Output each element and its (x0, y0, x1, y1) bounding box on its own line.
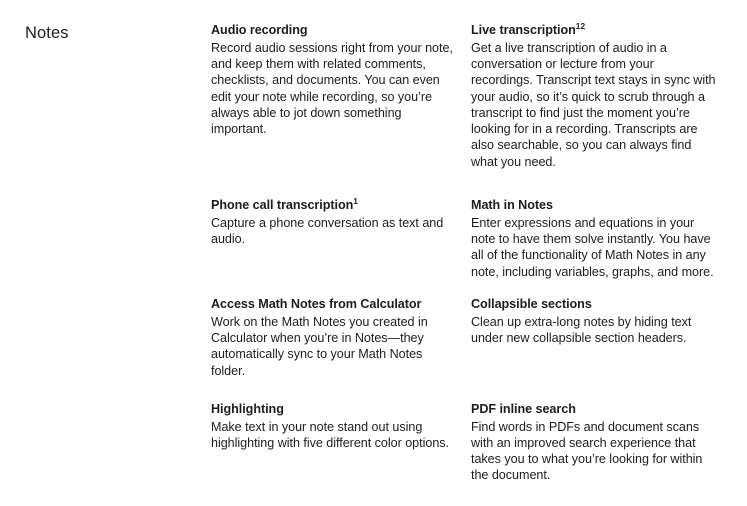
feature-description: Get a live transcription of audio in a conversation or lecture from your recordings. Transcript text stays in sync with your audio, so it’s quick to scrub through a transcript to find just the moment you’re looking for in a recording. Transcripts are also searchable, so you can always find what you need. (471, 41, 716, 169)
feature-grid (211, 22, 723, 484)
row-spacer (211, 379, 718, 401)
feature-title-text: Phone call transcription (211, 197, 354, 212)
feature-title (211, 22, 458, 39)
feature-title-text: Live transcription (471, 23, 576, 37)
feature-title-text: Collapsible sections (471, 296, 592, 311)
feature-title-superscript: 12 (575, 20, 586, 31)
feature-title (471, 22, 718, 39)
feature-title (211, 296, 458, 313)
feature-item (471, 296, 718, 379)
feature-title (471, 296, 718, 313)
page-title: Notes (25, 24, 69, 42)
feature-item (471, 197, 718, 280)
feature-title (211, 401, 458, 418)
feature-title (211, 197, 458, 214)
row-spacer (211, 280, 718, 296)
feature-item (211, 401, 458, 484)
feature-title-text: Audio recording (211, 23, 308, 37)
feature-title (471, 401, 718, 418)
feature-description: Find words in PDFs and document scans with an improved search experience that takes you to what you’re looking for within the document. (471, 419, 703, 483)
feature-description: Enter expressions and equations in your note to have them solve instantly. You have all of the functionality of Math Notes in any note, including variables, graphs, and more. (471, 215, 714, 279)
feature-item (211, 22, 458, 170)
feature-description: Work on the Math Notes you created in Calculator when you’re in Notes—they automatically sync to your Math Notes folder. (211, 314, 428, 378)
feature-item (211, 296, 458, 379)
feature-item (471, 401, 718, 484)
feature-title-text: Highlighting (211, 401, 284, 416)
feature-description: Record audio sessions right from your note, and keep them with related comments, checklists, and documents. You can even edit your note while recording, so you’re always able to jot down something important. (211, 41, 453, 137)
feature-description: Clean up extra-long notes by hiding text under new collapsible section headers. (471, 314, 692, 346)
feature-title (471, 197, 718, 214)
feature-item (471, 22, 718, 170)
feature-description: Make text in your note stand out using highlighting with five different color options. (211, 419, 450, 450)
feature-title-superscript: 1 (353, 195, 358, 206)
feature-item (211, 197, 458, 280)
feature-title-text: Math in Notes (471, 197, 553, 212)
feature-title-text: PDF inline search (471, 401, 576, 416)
row-spacer (211, 170, 718, 197)
feature-title-text: Access Math Notes from Calculator (211, 296, 422, 311)
feature-description: Capture a phone conversation as text and audio. (211, 215, 444, 247)
